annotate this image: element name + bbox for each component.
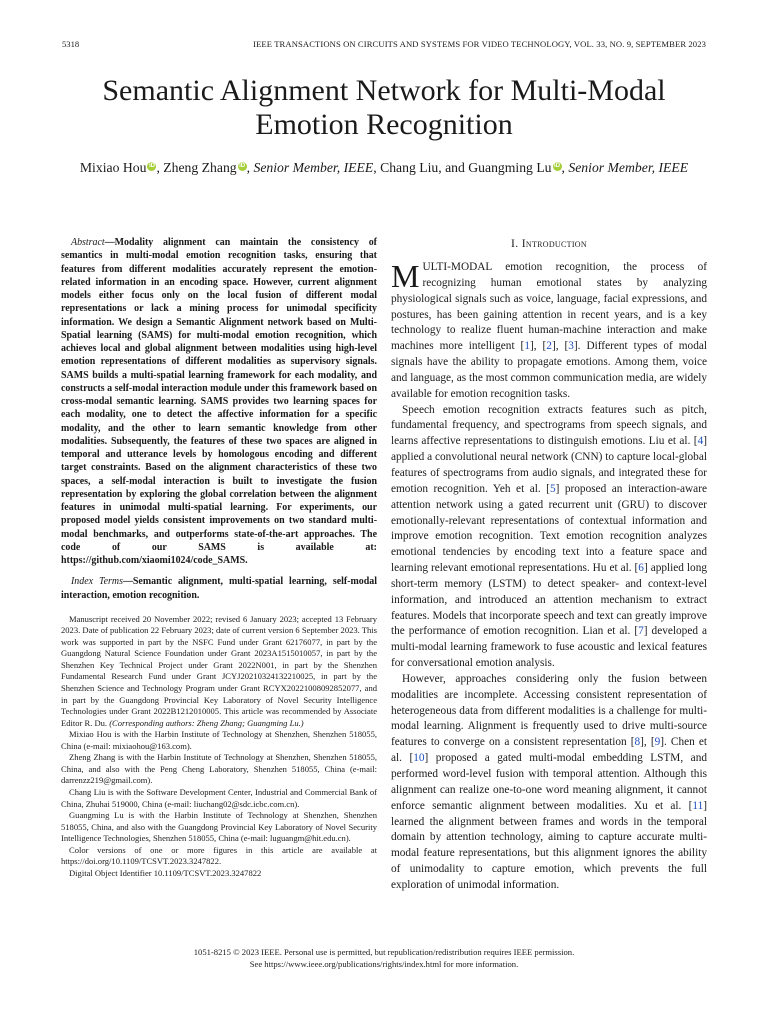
- abstract-text: Modality alignment can maintain the consistency of semantics in multi-modal emotion recognition tasks, ensuring that features from different modalities accurately represent the emotion-related information in an encoding space. However, current alignment models either focus only on the local fusion of different modal representations or lack a mining process for unimodal specificity information. We design a Semantic Alignment network based on Multi-Spatial learning (SAMS) for multi-modal emotion recognition, which achieves local and global alignment between modalities using high-level emotion representations of different modalities as supervisory signals. SAMS builds a multi-spatial learning framework for each modality, and constructs a self-modal interaction module under this framework based on cross-modal semantic learning. SAMS provides two learning spaces for each modality, one to detect the affective information for a specific modality, and the other to learn semantic knowledge from other modalities. Subsequently, the features of these two spaces are aligned in temporal and utterance levels by homologous encoding and different target constraints. Based on the alignment characteristics of these two spaces, a self-modal interaction is built to investigate the fusion representation by exploring the global correlation between the alignment features in unimodal multi-spatial learning. For experiments, our proposed model yields consistent improvements on two standard multi-modal benchmarks, and outperforms state-of-the-art approaches. The code of our SAMS is available at: https://github.com/xiaomi1024/code_SAMS.: [61, 237, 377, 566]
- paper-title: [0, 74, 768, 142]
- running-header: [62, 38, 706, 50]
- intro-paragraph-2: Speech emotion recognition extracts features such as pitch, fundamental frequency, and spectrograms from speech signals, and learns affective representations to distinguish emotions. Liu et al. [4] applied a convolutional neural network (CNN) to capture local-global features of spectrograms from audio signals, and integrated these for emotion recognition. Yeh et al. [5] proposed an interaction-aware attention network using a gated recurrent unit (GRU) to discover emotionally-relevant representations of contextual information and improve emotion recognition. Text emotion recognition analyzes emotional tendencies by encoding text into a feature space and learning relevant emotional representations. Hu et al. [6] applied long short-term memory (LSTM) to detect speaker- and context-level information, and introduced an attention mechanism to extract features. Models that incorporate speech and text can greatly improve the performance of emotion recognition. Lian et al. [7] developed a multi-modal learning framework to fuse acoustic and lexical features for conversational emotion analysis.: [391, 403, 708, 670]
- section-heading-introduction: I. Introduction: [511, 237, 587, 250]
- intro-paragraph-1: MULTI-MODAL emotion recognition, the process of recognizing human emotional states by analyzing physiological signals such as voice, language, facial expressions, and postures, has been gaining attention in recent years, and is a key technology to realize fluent human-machine interaction and make machines more intelligent [1], [2], [3]. Different types of modal signals have the ability to propagate emotions. Among them, voice and language, as the most common communication media, are widely available for emotion recognition tasks.: [391, 258, 707, 400]
- page-number: 5318: [62, 39, 80, 49]
- citation-link[interactable]: 6: [638, 562, 644, 575]
- footnote-manuscript: Manuscript received 20 November 2022; revised 6 January 2023; accepted 13 February 2023. Date of publication 22 February 2023; date of current version 6 September 2023. This work was supported in part by the NSFC Fund under Grant 62176077, in part by the Guangdong Natural Science Foundation under Grant 2023A1515010057, in part by the Shenzhen Key Technical Project under Grant 2022N001, in part by the Shenzhen Fundamental Research Fund under Grant JCYJ20210324132210025, in part by the Shenzhen Science and Technology Program under Grant RCYX20221008092852077, and in part by the Guangdong Provincial Key Laboratory of Novel Security Intelligence Technologies under Grant 2022B1212010005. This article was recommended by Associate Editor R. Du. (Corresponding authors: Zheng Zhang; Guangming Lu.): [61, 613, 377, 728]
- orcid-icon[interactable]: iD: [239, 163, 246, 169]
- orcid-icon[interactable]: iD: [148, 163, 155, 169]
- author-name: Chang Liu: [380, 160, 439, 175]
- author-name: Zheng Zhang: [163, 160, 237, 175]
- index-terms: [61, 575, 377, 602]
- author-list: [0, 158, 768, 178]
- author-separator: ,: [156, 160, 160, 175]
- citation-link[interactable]: 2: [546, 340, 552, 353]
- citation-link[interactable]: 8: [634, 736, 641, 749]
- author-name: Mixiao Hou: [79, 160, 147, 175]
- citation-link[interactable]: 9: [654, 736, 661, 749]
- rights-link-line: See https://www.ieee.org/publications/rights/index.html for more information.: [249, 958, 519, 969]
- index-terms-text: Semantic alignment, multi-spatial learning, self-modal interaction, emotion recognition.: [61, 576, 377, 601]
- author-separator: , and: [438, 160, 465, 175]
- citation-link[interactable]: 3: [568, 340, 574, 353]
- index-terms-label: Index Terms: [71, 576, 123, 588]
- footnotes: [61, 614, 377, 880]
- abstract: [61, 236, 377, 567]
- footnote-affiliation: Zheng Zhang is with the Harbin Institute of Technology at Shenzhen, Shenzhen 518055, China, and also with the Peng Cheng Laboratory, Shenzhen 518055, China (e-mail: darrenzz219@gmail.com).: [61, 752, 377, 786]
- citation-link[interactable]: 7: [638, 625, 644, 638]
- author-membership: Senior Member, IEEE: [568, 160, 689, 175]
- copyright-footer: [0, 947, 768, 970]
- author-name: Guangming Lu: [468, 160, 552, 175]
- citation-link[interactable]: 4: [697, 435, 704, 448]
- footnote-doi: Digital Object Identifier 10.1109/TCSVT.2023.3247822: [69, 867, 262, 878]
- citation-link[interactable]: 10: [413, 752, 425, 765]
- footnote-affiliation: Mixiao Hou is with the Harbin Institute of Technology at Shenzhen, Shenzhen 518055, China (e-mail: mixiaohou@163.com).: [61, 729, 377, 751]
- journal-name: IEEE TRANSACTIONS ON CIRCUITS AND SYSTEMS FOR VIDEO TECHNOLOGY, VOL. 33, NO. 9, SEPTEMBER 2023: [253, 39, 706, 49]
- author-separator: ,: [246, 160, 251, 175]
- citation-link[interactable]: 1: [524, 340, 530, 353]
- author-separator: ,: [373, 160, 377, 175]
- citation-link[interactable]: 5: [549, 482, 556, 495]
- intro-paragraph-3: However, approaches considering only the fusion between modalities are incomplete. Accessing consistent representation of heterogeneous data from different modalities is a challenge for multi-modal learning. Alignment is frequently used to drive multi-source features to converge on a consistent representation [8], [9]. Chen et al. [10] proposed a gated multi-modal embedding LSTM, and performed word-level fusion with temporal attention. Although this alignment can realize one-to-one word meaning alignment, it cannot enforce semantic alignment between modalities. Xu et al. [11] learned the alignment between frames and words in the temporal domain by attention technology, aiming to capture accurate multi-modal feature representations, but this alignment ignores the ability of unimodality to capture emotion, which prevents the full exploration of unimodal information.: [391, 672, 707, 891]
- drop-cap: M: [391, 258, 420, 294]
- left-column: [61, 236, 377, 879]
- orcid-icon[interactable]: iD: [554, 163, 561, 169]
- citation-link[interactable]: 11: [692, 799, 704, 812]
- abstract-dash: —: [104, 237, 115, 248]
- footnote-affiliation: Chang Liu is with the Software Development Center, Industrial and Commercial Bank of China, Zhuhai 519000, China (e-mail: liuchang02@sdc.icbc.com.cn).: [61, 786, 377, 809]
- title-line-2: Emotion Recognition: [255, 108, 513, 141]
- right-column: [391, 236, 707, 894]
- footnote-affiliation: Guangming Lu is with the Harbin Institute of Technology at Shenzhen, Shenzhen 518055, China, and also with the Guangdong Provincial Key Laboratory of Novel Security Intelligence Technologies, Shenzhen 518055, China (e-mail: luguangm@hit.edu.cn).: [61, 810, 377, 844]
- footnote-color-versions: Color versions of one or more figures in this article are available at https://doi.org/10.1109/TCSVT.2023.3247822.: [61, 844, 377, 867]
- index-terms-dash: —: [122, 576, 133, 588]
- author-membership: Senior Member, IEEE: [253, 160, 374, 175]
- copyright-line: 1051-8215 © 2023 IEEE. Personal use is permitted, but republication/redistribution requires IEEE permission.: [193, 947, 575, 957]
- title-line-1: Semantic Alignment Network for Multi-Modal: [102, 74, 666, 107]
- abstract-label: Abstract: [71, 237, 105, 248]
- author-separator: ,: [561, 160, 565, 175]
